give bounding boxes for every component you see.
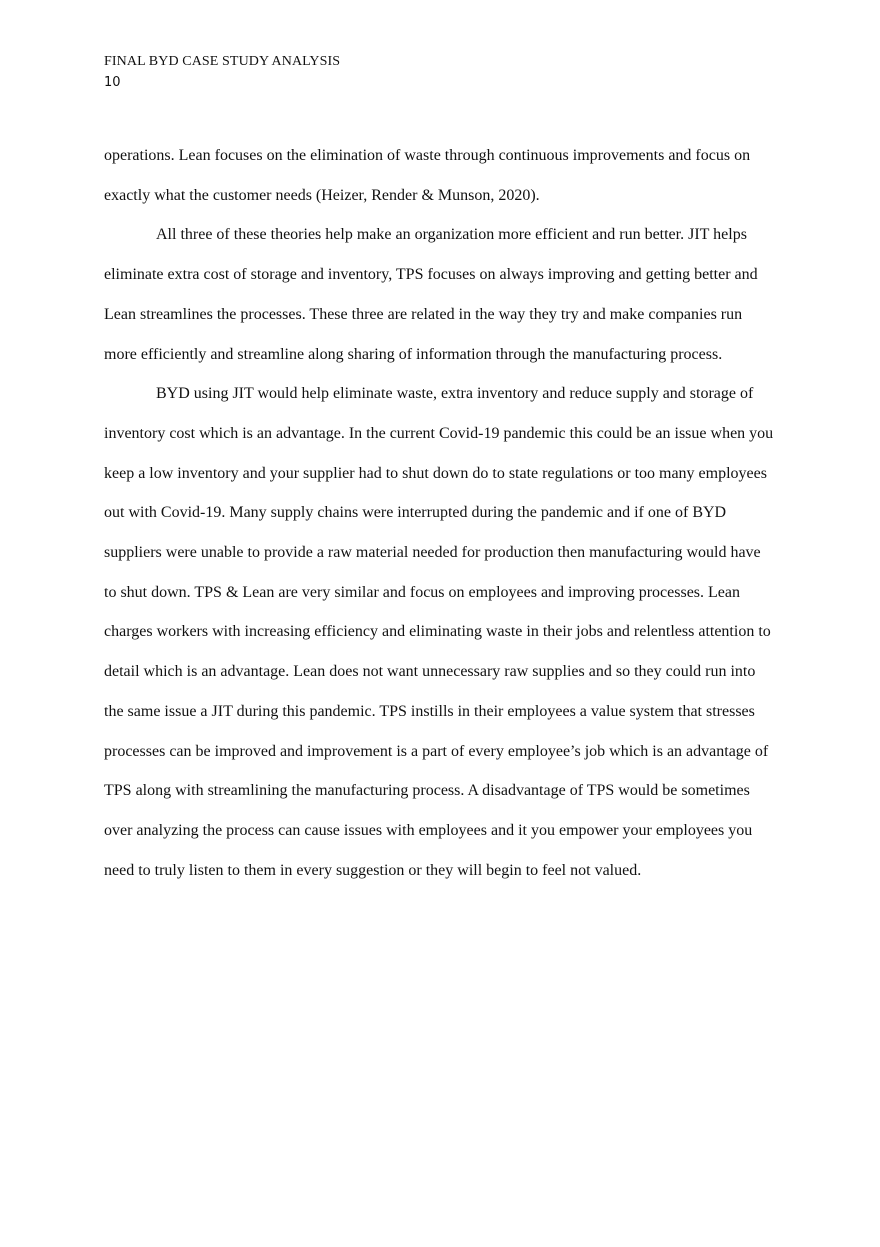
paragraph-continuation: operations. Lean focuses on the elimination of waste through continuous improvements and focus on exactly what the customer needs (Heizer, Render & Munson, 2020).: [104, 147, 751, 204]
body-text: [104, 136, 776, 890]
page-number: 10: [104, 75, 121, 90]
running-head: FINAL BYD CASE STUDY ANALYSIS: [104, 54, 341, 69]
paragraph-theories: All three of these theories help make an organization more efficient and run better. JIT helps eliminate extra cost of storage and inventory, TPS focuses on always improving and getting better and Lean streamlines the processes. These three are related in the way they try and make companies run more efficiently and streamline along sharing of information through the manufacturing process.: [104, 226, 758, 363]
paragraph-byd-analysis: BYD using JIT would help eliminate waste, extra inventory and reduce supply and storage of inventory cost which is an advantage. In the current Covid-19 pandemic this could be an issue when you keep a low inventory and your supplier had to shut down do to state regulations or too many employees out with Covid-19. Many supply chains were interrupted during the pandemic and if one of BYD suppliers were unable to provide a raw material needed for production then manufacturing would have to shut down. TPS & Lean are very similar and focus on employees and improving processes. Lean charges workers with increasing efficiency and eliminating waste in their jobs and relentless attention to detail which is an advantage. Lean does not want unnecessary raw supplies and so they could run into the same issue a JIT during this pandemic. TPS instills in their employees a value system that stresses processes can be improved and improvement is a part of every employee’s job which is an advantage of TPS along with streamlining the manufacturing process. A disadvantage of TPS would be sometimes over analyzing the process can cause issues with employees and it you empower your employees you need to truly listen to them in every suggestion or they will begin to feel not valued.: [104, 385, 774, 879]
